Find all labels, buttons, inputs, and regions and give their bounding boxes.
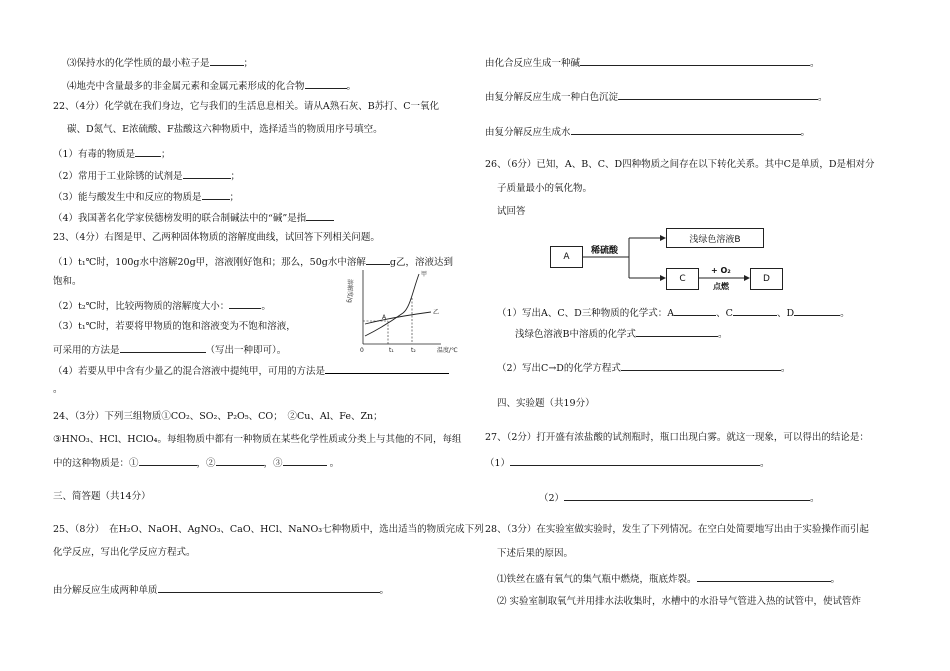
series-jia-label: 甲 <box>421 271 428 278</box>
blank[interactable] <box>135 147 161 157</box>
q22-2: （2）常用于工业除锈的试剂是 ； <box>53 171 241 182</box>
q26-line-2: 子质量最小的氧化物。 <box>497 183 593 194</box>
conversion-diagram <box>545 224 795 294</box>
blank[interactable] <box>674 306 716 316</box>
r-combination: 由化合反应生成一种碱 。 <box>485 58 820 69</box>
q24-line-3: 中的这种物质是：① ，② ，③ 。 <box>53 458 340 469</box>
q25-line-1: 25、（8分） 在H₂O、NaOH、AgNO₃、CaO、HCl、NaNO₃七种物质中，选出适当的物质完成下列 <box>53 524 484 535</box>
t1-label: t₁ <box>389 347 394 354</box>
q26-line-1: 26、（6分）已知，A、B、C、D四种物质之间存在以下转化关系。其中C是单质，D是相对分 <box>485 159 875 170</box>
r-water: 由复分解反应生成水 。 <box>485 127 811 138</box>
q26-1: （1）写出A、C、D三种物质的化学式：A 、C 、D 。 <box>497 308 850 319</box>
blank[interactable] <box>794 306 840 316</box>
blank[interactable] <box>139 456 197 466</box>
q21-3: ⑶保持水的化学性质的最小粒子是 ； <box>67 58 254 69</box>
q27-2: （2） 。 <box>539 493 820 504</box>
blank[interactable] <box>733 306 777 316</box>
point-a-label: A <box>382 314 387 321</box>
blank[interactable] <box>120 343 206 353</box>
q28-line-2: 下述后果的原因。 <box>497 548 574 559</box>
blank[interactable] <box>183 169 231 179</box>
q23-4: （4）若要从甲中含有少量乙的混合溶液中提纯甲，可用的方法是 <box>53 364 449 378</box>
blank[interactable] <box>210 56 244 66</box>
q22-3: （3）能与酸发生中和反应的物质是 ； <box>53 192 240 203</box>
blank[interactable] <box>571 125 801 135</box>
q28-2: ⑵ 实验室制取氧气并用排水法收集时，水槽中的水沿导气管进入热的试管中，使试管炸 <box>497 596 862 607</box>
q26-2: （2）写出C→D的化学方程式 。 <box>497 363 791 374</box>
node-d: D <box>750 268 783 290</box>
node-a: A <box>550 246 583 268</box>
blank[interactable] <box>510 456 760 466</box>
blank[interactable] <box>618 90 818 100</box>
section-4-title: 四、实验题（共19分） <box>497 398 595 409</box>
blank[interactable] <box>580 56 810 66</box>
q28-1: ⑴铁丝在盛有氧气的集气瓶中燃烧，瓶底炸裂。 。 <box>497 574 841 585</box>
q23-1: （1）t₁℃时，100g水中溶解20g甲，溶液刚好饱和；那么，50g水中溶解 g乙，溶液达到 <box>53 257 453 268</box>
blank[interactable] <box>158 583 380 593</box>
curve-jia <box>365 274 419 336</box>
solubility-chart <box>341 268 471 354</box>
node-b: 浅绿色溶液B <box>666 228 764 248</box>
q25-line-2: 化学反应，写出化学反应方程式。 <box>53 547 196 558</box>
q26-1-b: 浅绿色溶液B中溶质的化学式 。 <box>515 329 728 340</box>
q27-1: （1） 。 <box>485 458 770 469</box>
q23-heading: 23、（4分）右图是甲、乙两种固体物质的溶解度曲线，试回答下列相关问题。 <box>53 232 380 243</box>
y-axis-label: 溶解度/g <box>346 279 353 303</box>
q28-line-1: 28、（3分）在实验室做实验时，发生了下列情况。在空白处简要地写出由于实验操作而引起 <box>485 524 869 535</box>
blank[interactable] <box>306 211 334 221</box>
q21-4: ⑷地壳中含量最多的非金属元素和金属元素形成的化合物 。 <box>67 81 357 92</box>
blank[interactable] <box>216 456 264 466</box>
series-yi-label: 乙 <box>433 309 440 316</box>
q23-3-cont: 可采用的方法是 （写出一种即可）。 <box>53 345 287 356</box>
q22-4: （4）我国著名化学家侯德榜发明的联合制碱法中的“碱”是指 <box>53 211 334 225</box>
blank[interactable] <box>283 456 327 466</box>
r-precipitate: 由复分解反应生成一种白色沉淀 。 <box>485 92 828 103</box>
blank[interactable] <box>697 572 831 582</box>
node-c: C <box>666 268 699 290</box>
blank[interactable] <box>636 327 718 337</box>
q24-line-1: 24、（3分）下列三组物质①CO₂、SO₂、P₂O₅、CO； ②Cu、Al、Fe、Zn； <box>53 411 383 422</box>
curve-yi <box>365 312 431 324</box>
origin-label: 0 <box>360 347 364 354</box>
blank[interactable] <box>366 255 390 265</box>
label-acid: 稀硫酸 <box>591 246 619 256</box>
label-ignite: 点燃 <box>713 282 729 291</box>
q24-line-2: ③HNO₃、HCl、HClO₄。每组物质中都有一种物质在某些化学性质或分类上与其他的不同，每组 <box>53 434 462 445</box>
q22-heading: 22、（4分）化学就在我们身边，它与我们的生活息息相关。请从A熟石灰、B苏打、C一氧化 <box>53 101 439 112</box>
q22-1: （1）有毒的物质是 ； <box>53 149 171 160</box>
q23-2: （2）t₂℃时，比较两物质的溶解度大小： 。 <box>53 301 271 312</box>
blank[interactable] <box>305 79 347 89</box>
blank[interactable] <box>564 491 810 501</box>
blank[interactable] <box>202 190 230 200</box>
q27: 27、（2分）打开盛有浓盐酸的试剂瓶时，瓶口出现白雾。就这一现象，可以得出的结论是： <box>485 432 869 443</box>
q23-1-cont: 饱和。 <box>53 276 82 287</box>
q25-decomp: 由分解反应生成两种单质 。 <box>53 585 390 596</box>
blank[interactable] <box>621 361 781 371</box>
q22-heading-2: 碳、D氮气、E浓硫酸、F盐酸这六种物质中，选择适当的物质用序号填空。 <box>67 124 383 135</box>
blank[interactable] <box>325 364 449 374</box>
blank[interactable] <box>229 299 261 309</box>
label-o2: + O₂ <box>711 266 731 275</box>
x-axis-label: 温度/℃ <box>437 347 458 354</box>
q23-4-end: 。 <box>53 384 63 395</box>
t2-label: t₂ <box>411 347 416 354</box>
section-3-title: 三、简答题（共14分） <box>53 491 151 502</box>
q23-3: （3）t₁℃时，若要将甲物质的饱和溶液变为不饱和溶液， <box>53 321 296 332</box>
q26-line-3: 试回答 <box>497 206 526 217</box>
